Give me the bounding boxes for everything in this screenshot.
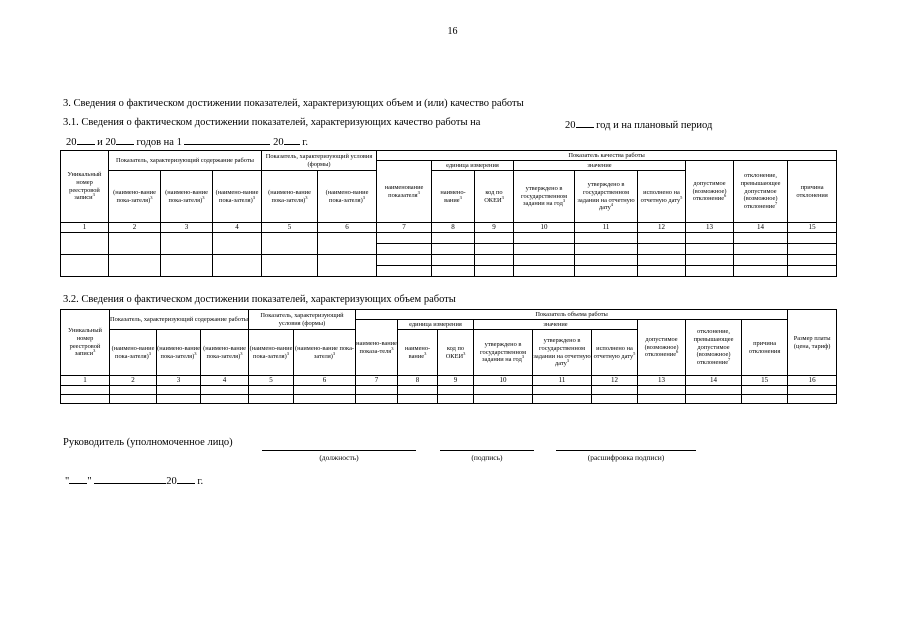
table-cell[interactable] (474, 385, 533, 394)
volume-table (60, 309, 837, 404)
header-sub-name-2: (наимено-вание пока-зателя)$^3$ (110, 330, 157, 376)
table-cell[interactable] (734, 243, 788, 254)
header-conditions-group: Показатель, характеризующий условия (формы) (249, 310, 356, 330)
page-number: 16 (447, 26, 458, 37)
quote-close: " (87, 476, 92, 487)
year-prefix: 20 (565, 120, 576, 131)
header-allowed-deviation: допустимое (возможное) отклонение$^6$ (638, 320, 686, 376)
header-approved-year: утверждено в государственном задании на год$^3$ (474, 330, 533, 376)
position-caption: (должность) (319, 453, 359, 462)
table-cell[interactable] (201, 385, 249, 394)
header-deviation-reason: причина отклонения (788, 161, 837, 223)
table-cell[interactable] (157, 394, 201, 403)
col-number: 9 (475, 223, 514, 233)
col-number: 4 (201, 376, 249, 386)
table-cell[interactable] (249, 394, 294, 403)
header-unit-name: наимено-вание$^3$ (398, 330, 438, 376)
table-cell[interactable] (592, 385, 638, 394)
table-cell[interactable] (734, 254, 788, 265)
table-cell[interactable] (432, 243, 475, 254)
table-cell[interactable] (432, 254, 475, 265)
header-quality-group: Показатель качества работы (377, 151, 837, 161)
table-cell[interactable] (514, 254, 575, 265)
table-cell[interactable] (475, 254, 514, 265)
header-indicator-name: наимено-вание показа-теля$^3$ (356, 320, 398, 376)
header-conditions-group: Показатель, характеризующий условия (формы) (262, 151, 377, 171)
header-allowed-deviation: допустимое (возможное) отклонение$^6$ (686, 161, 734, 223)
header-sub-name-4: (наимено-вание пока-зателя)$^3$ (201, 330, 249, 376)
header-value-group: значение (474, 320, 638, 330)
table-cell[interactable] (61, 254, 109, 276)
subsection-2-title: 3.2. Сведения о фактическом достижении показателей, характеризующих объем работы (63, 294, 456, 305)
table-cell[interactable] (788, 232, 837, 243)
period-year-2: и 20 (97, 137, 116, 148)
date-line (65, 473, 203, 487)
col-number: 11 (533, 376, 592, 386)
col-number: 2 (110, 376, 157, 386)
period-year-3-blank[interactable] (284, 134, 300, 145)
table-cell[interactable] (514, 232, 575, 243)
quote-open: " (65, 476, 70, 487)
table-cell[interactable] (734, 265, 788, 276)
table-cell[interactable] (356, 385, 398, 394)
position-line[interactable] (262, 450, 416, 451)
table-cell[interactable] (161, 232, 213, 254)
col-number: 15 (742, 376, 788, 386)
col-number: 8 (398, 376, 438, 386)
table-cell[interactable] (377, 243, 432, 254)
col-number: 14 (734, 223, 788, 233)
table-cell[interactable] (262, 232, 318, 254)
table-cell[interactable] (788, 265, 837, 276)
table-cell[interactable] (213, 254, 262, 276)
subsection-1-period-line (66, 134, 308, 148)
header-content-group: Показатель, характеризующий содержание работы (110, 310, 249, 330)
header-sub-name-3: (наимено-вание пока-зателя)$^3$ (161, 171, 213, 223)
col-number: 1 (61, 376, 110, 386)
header-executed: исполнено на отчетную дату$^5$ (638, 171, 686, 223)
col-number: 6 (294, 376, 356, 386)
table-cell[interactable] (201, 394, 249, 403)
table-cell[interactable] (742, 385, 788, 394)
signature-caption: (подпись) (471, 453, 503, 462)
table-cell[interactable] (475, 243, 514, 254)
table-cell[interactable] (638, 394, 686, 403)
header-unit-group: единица измерения (432, 161, 514, 171)
col-number: 6 (318, 223, 377, 233)
table-cell[interactable] (398, 385, 438, 394)
header-unique-number: Уникальный номер реестровой записи$^3$ (61, 151, 109, 223)
header-sub-name-2: (наимено-вание пока-зателя)$^3$ (109, 171, 161, 223)
period-g: г. (302, 137, 308, 148)
table-cell[interactable] (575, 243, 638, 254)
table-cell[interactable] (377, 232, 432, 243)
header-sub-name-6: (наимено-вание пока-зателя)$^3$ (318, 171, 377, 223)
decode-line[interactable] (556, 450, 696, 451)
header-sub-name-5: (наимено-вание пока-зателя)$^3$ (262, 171, 318, 223)
table-cell[interactable] (161, 254, 213, 276)
col-number: 16 (788, 376, 837, 386)
table-cell[interactable] (318, 232, 377, 254)
table-cell[interactable] (110, 385, 157, 394)
period-date-blank[interactable] (184, 134, 270, 145)
period-year-2-blank[interactable] (116, 134, 134, 145)
header-sub-name-3: (наимено-вание пока-зателя)$^3$ (157, 330, 201, 376)
table-cell[interactable] (788, 394, 837, 403)
period-year-1-blank[interactable] (77, 134, 95, 145)
header-volume-group: Показатель объема работы (356, 310, 788, 320)
table-cell[interactable] (575, 232, 638, 243)
table-cell[interactable] (262, 254, 318, 276)
header-unique-number: Уникальный номер реестровой записи$^3$ (61, 310, 110, 376)
table-cell[interactable] (514, 243, 575, 254)
table-cell[interactable] (638, 232, 686, 243)
col-number: 13 (638, 376, 686, 386)
date-year: 20 (166, 476, 177, 487)
table-cell[interactable] (61, 394, 110, 403)
table-cell[interactable] (61, 385, 110, 394)
col-number: 2 (109, 223, 161, 233)
table-cell[interactable] (110, 394, 157, 403)
signature-label: Руководитель (уполномоченное лицо) (63, 437, 233, 448)
day-blank[interactable] (69, 473, 87, 484)
col-number: 12 (592, 376, 638, 386)
table-cell[interactable] (592, 394, 638, 403)
decode-caption: (расшифровка подписи) (587, 453, 665, 462)
table-cell[interactable] (109, 232, 161, 254)
period-year-1: 20 (66, 137, 77, 148)
col-number: 11 (575, 223, 638, 233)
col-number: 3 (161, 223, 213, 233)
table-cell[interactable] (788, 385, 837, 394)
col-number: 1 (61, 223, 109, 233)
table-cell[interactable] (377, 265, 432, 276)
table-cell[interactable] (686, 254, 734, 265)
table-cell[interactable] (432, 265, 475, 276)
table-cell[interactable] (438, 394, 474, 403)
year-blank-2[interactable] (177, 473, 195, 484)
header-okei-code: код по ОКЕИ$^3$ (438, 330, 474, 376)
table-cell[interactable] (474, 394, 533, 403)
table-cell[interactable] (514, 265, 575, 276)
col-number: 12 (638, 223, 686, 233)
col-number: 14 (686, 376, 742, 386)
col-number: 5 (249, 376, 294, 386)
table-cell[interactable] (575, 254, 638, 265)
date-suffix: г. (197, 476, 204, 487)
section-title: 3. Сведения о фактическом достижении показателей, характеризующих объем и (или) качество работы (63, 98, 524, 109)
table-cell[interactable] (432, 232, 475, 243)
col-number: 8 (432, 223, 475, 233)
table-cell[interactable] (157, 385, 201, 394)
table-cell[interactable] (638, 254, 686, 265)
header-deviation-reason: причина отклонения (742, 320, 788, 376)
table-cell[interactable] (475, 232, 514, 243)
header-exceeding-deviation: отклонение, превышающее допустимое (возможное) отклонение$^7$ (734, 161, 788, 223)
header-unit-group: единица измерения (398, 320, 474, 330)
month-blank[interactable] (94, 473, 166, 484)
table-cell[interactable] (788, 243, 837, 254)
year-suffix: год и на плановый период (596, 120, 713, 131)
table-cell[interactable] (638, 265, 686, 276)
table-cell[interactable] (686, 265, 734, 276)
signature-line[interactable] (440, 450, 534, 451)
table-cell[interactable] (294, 394, 356, 403)
col-number: 15 (788, 223, 837, 233)
header-value-group: значение (514, 161, 686, 171)
table-cell[interactable] (398, 394, 438, 403)
table-cell[interactable] (533, 394, 592, 403)
table-cell[interactable] (249, 385, 294, 394)
header-unit-name: наимено-вание$^3$ (432, 171, 475, 223)
table-cell[interactable] (734, 232, 788, 243)
table-cell[interactable] (686, 394, 742, 403)
table-cell[interactable] (742, 394, 788, 403)
col-number: 10 (514, 223, 575, 233)
header-approved-date: утверждено в государственном задании на отчетную дату$^3$ (533, 330, 592, 376)
header-approved-year: утверждено в государственном задании на год$^3$ (514, 171, 575, 223)
year-blank[interactable] (576, 117, 594, 128)
table-cell[interactable] (475, 265, 514, 276)
col-number: 10 (474, 376, 533, 386)
col-number: 9 (438, 376, 474, 386)
subsection-1-year-line (565, 117, 712, 131)
table-cell[interactable] (109, 254, 161, 276)
header-executed: исполнено на отчетную дату$^5$ (592, 330, 638, 376)
quality-table (60, 150, 837, 277)
header-okei-code: код по ОКЕИ$^3$ (475, 171, 514, 223)
table-cell[interactable] (377, 254, 432, 265)
table-cell[interactable] (638, 243, 686, 254)
table-cell[interactable] (61, 232, 109, 254)
table-cell[interactable] (213, 232, 262, 254)
table-cell[interactable] (438, 385, 474, 394)
header-fee: Размер платы (цена, тариф) (788, 310, 837, 376)
col-number: 13 (686, 223, 734, 233)
header-exceeding-deviation: отклонение, превышающее допустимое (возможное) отклонение$^7$ (686, 320, 742, 376)
table-cell[interactable] (294, 385, 356, 394)
header-sub-name-4: (наимено-вание пока-зателя)$^3$ (213, 171, 262, 223)
table-cell[interactable] (575, 265, 638, 276)
table-cell[interactable] (318, 254, 377, 276)
header-sub-name-6: (наимено-вание пока-зателя)$^3$ (294, 330, 356, 376)
col-number: 7 (356, 376, 398, 386)
table-cell[interactable] (638, 385, 686, 394)
col-number: 5 (262, 223, 318, 233)
subsection-1-title (63, 117, 480, 128)
header-approved-date: утверждено в государственном задании на отчетную дату$^4$ (575, 171, 638, 223)
col-number: 3 (157, 376, 201, 386)
table-cell[interactable] (686, 243, 734, 254)
subsection-1-title-text: 3.1. Сведения о фактическом достижении показателей, характеризующих качество работы на (63, 117, 481, 128)
period-date-label: годов на 1 (136, 137, 182, 148)
col-number: 7 (377, 223, 432, 233)
table-cell[interactable] (686, 385, 742, 394)
header-indicator-name: наименование показателя$^3$ (377, 161, 432, 223)
period-year-3: 20 (273, 137, 284, 148)
col-number: 4 (213, 223, 262, 233)
table-cell[interactable] (356, 394, 398, 403)
table-cell[interactable] (533, 385, 592, 394)
header-content-group: Показатель, характеризующий содержание работы (109, 151, 262, 171)
table-cell[interactable] (788, 254, 837, 265)
header-sub-name-5: (наимено-вание пока-зателя)$^3$ (249, 330, 294, 376)
table-cell[interactable] (686, 232, 734, 243)
